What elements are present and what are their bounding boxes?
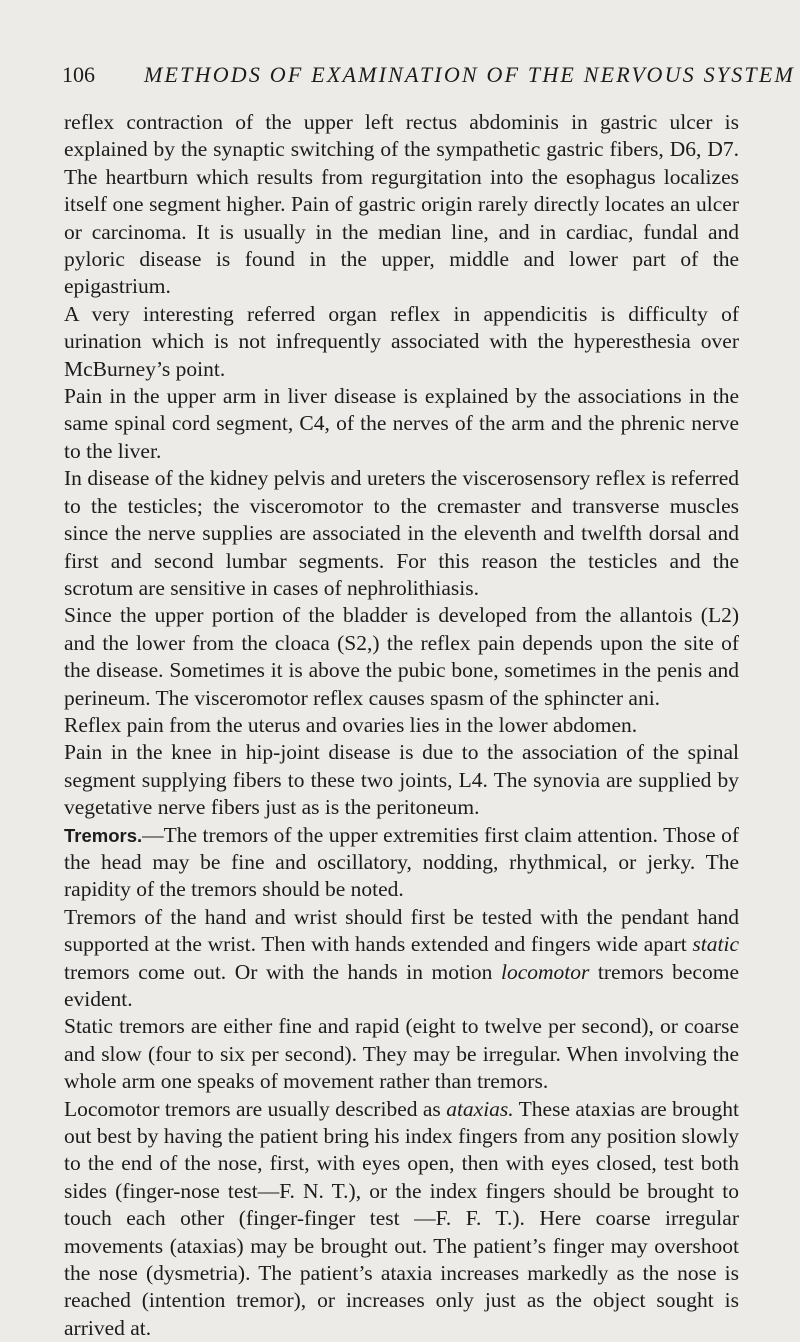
paragraph-text: —The tremors of the upper extremities first claim attention. Those of the head may be fine and oscillatory, nodding, rhythmical, or jerky. The rapidity of the tremors should be noted. — [64, 822, 739, 902]
paragraph: A very interesting referred organ reflex in appendicitis is difficulty of urination which is not infrequently associated with the hyperesthesia over McBurney’s point. — [64, 301, 739, 381]
paragraph-tremors — [64, 822, 739, 904]
emphasis-locomotor: locomotor — [500, 959, 590, 984]
page-body — [64, 109, 739, 1342]
paragraph — [64, 904, 739, 1014]
paragraph: Pain in the upper arm in liver disease is explained by the associations in the same spinal cord segment, C4, of the nerves of the arm and the phrenic nerve to the liver. — [64, 384, 739, 463]
paragraph-text: Locomotor tremors are usually described as — [64, 1096, 447, 1121]
paragraph-text: tremors become evident. — [64, 959, 739, 1011]
emphasis-ataxias: ataxias. — [446, 1096, 514, 1121]
paragraph-text: Tremors of the hand and wrist should first be tested with the pendant hand supported at the wrist. Then with hands extended and fingers wide apart — [64, 904, 739, 957]
paragraph-text: These ataxias are brought out best by having the patient bring his index fingers from any position slowly to the end of the nose, first, with eyes open, then with eyes closed, test both sides (finger-nose test—F. N. T.), or the index fingers should be brought to touch each other (finger-finger test —F. F. T.). Here coarse irregular movements (ataxias) may be brought out. The patient’s finger may overshoot the nose (dysmetria). The patient’s ataxia increases markedly as the nose is reached (intention tremor), or increases only just as the object sought is arrived at. — [64, 1096, 739, 1340]
paragraph: reflex contraction of the upper left rectus abdominis in gastric ulcer is explained by the synaptic switching of the sympathetic gastric fibers, D6, D7. The heartburn which results from regurgitation into the esophagus localizes itself one segment higher. Pain of gastric origin rarely directly locates an ulcer or carcinoma. It is usually in the median line, and in cardiac, fundal and pyloric disease is found in the upper, middle and lower part of the epigastrium. — [64, 110, 739, 299]
emphasis-static: static — [692, 932, 739, 957]
paragraph: Pain in the knee in hip-joint disease is due to the association of the spinal segment supplying fibers to these two joints, L4. The synovia are supplied by vegetative nerve fibers just as is the peritoneum. — [64, 740, 739, 820]
section-heading-tremors: Tremors. — [64, 824, 143, 846]
running-head: METHODS OF EXAMINATION OF THE NERVOUS SYSTEM — [144, 62, 796, 87]
paragraph: Reflex pain from the uterus and ovaries lies in the lower abdomen. — [64, 712, 638, 737]
paragraph: Static tremors are either fine and rapid (eight to twelve per second), or coarse and slow (four to six per second). They may be irregular. When involving the whole arm one speaks of movement rather than tremors. — [64, 1014, 739, 1094]
page-header — [62, 62, 796, 90]
paragraph: In disease of the kidney pelvis and ureters the viscerosensory reflex is referred to the testicles; the visceromotor to the cremaster and transverse muscles since the nerve supplies are associated in the eleventh and twelfth dorsal and first and second lumbar segments. For this reason the testicles and the scrotum are sensitive in cases of nephrolithiasis. — [64, 466, 739, 600]
page-number: 106 — [62, 62, 95, 87]
paragraph — [64, 1096, 739, 1342]
paragraph: Since the upper portion of the bladder is developed from the allantois (L2) and the lower from the cloaca (S2,) the reflex pain depends upon the site of the disease. Sometimes it is above the pubic bone, sometimes in the penis and perineum. The visceromotor reflex causes spasm of the sphincter ani. — [64, 603, 739, 710]
paragraph-text: tremors come out. Or with the hands in motion — [64, 959, 501, 984]
